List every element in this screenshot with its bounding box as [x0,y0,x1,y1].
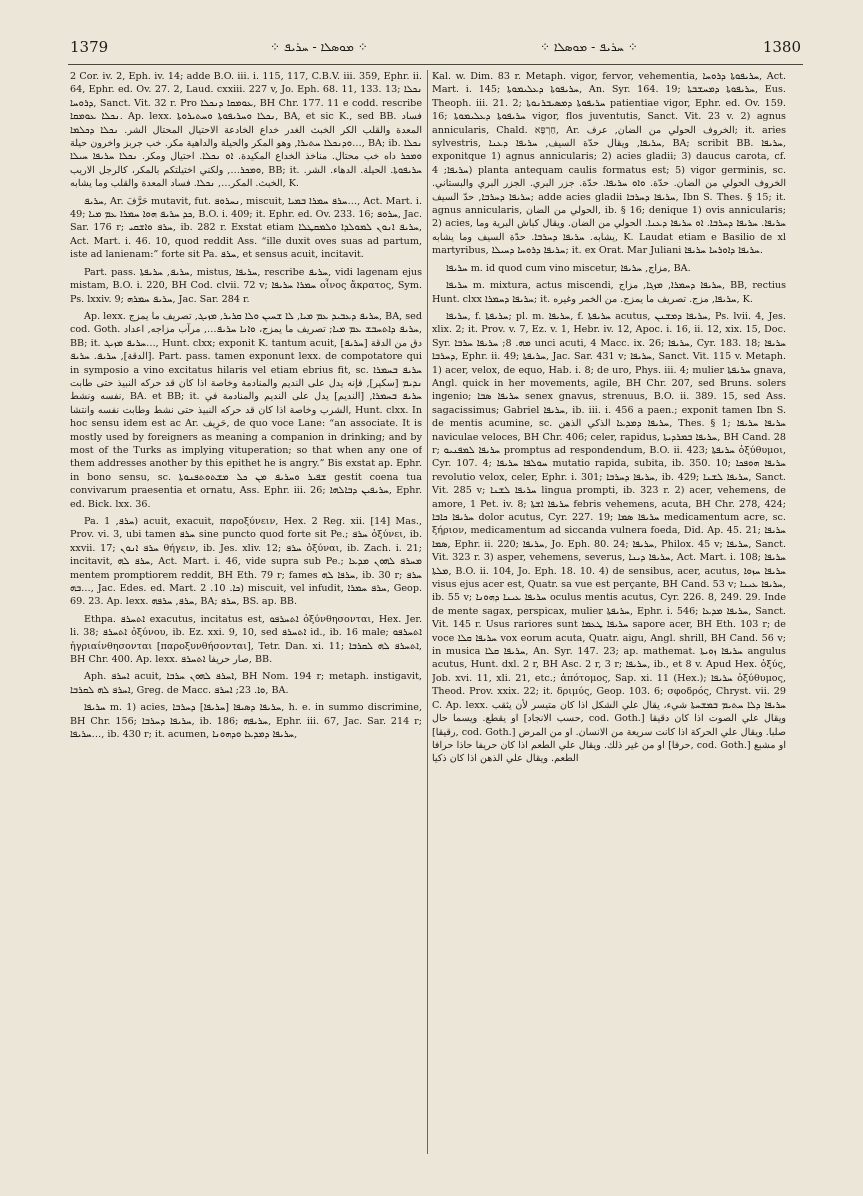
left-paragraph: Ethpa. ܐܬܚܪܦ exacutus, incitatus est, ܐܬܚܪܦܘ ὀξύνθησονται, Hex. Jer. li. 38; ܐܬܚܪܦ ὀξύνου, ib. Ez. xxi. 9, 10, sed ܐܬܚܪܦ id., ib. 16 male; ܐܬܚܪܦܘ ἠγριαίνθησονται [παροξυνθήσονται], Tetr. Dan. xi. 11; ܐܬܚܪܦ ܠܗ ܠܩܪܒܐ, BH Chr. 400. Ap. lexx. صار حريفا ܐܬܚܪܦ, BB. [70,613,422,666]
right-paragraph: ܚܪܝܦܐ, f. ܚܪܝܦܬܐ; pl. m. ܚܪܝܦܐ, f. ܚܪܝܦܬܐ acutus, ܚܪܝܦܐ ܕܡܫܢܢ, Ps. lvii. 4, Jes. xlix. 2; it. Prov. v. 7, Ez. v. 1, Hebr. iv. 12, Apoc. i. 16, ii. 12, xix. 15, Doc. Syr. ܡܗ. 8; ܚܪܝܦܐ ܚܪܒܐ unci acuti, 4 Macc. ix. 26; ܚܪܝܦܐ, Cyr. 183. 18; ܚܪܝܦܐ ܕܚܪܒܐ, Ephr. ii. 49; ܚܪܝܦܬܐ, Jac. Sar. 431 v; ܚܪܝܦܐ, Sanct. Vit. 115 v. Metaph. 1) acer, velox, de equo, Hab. i. 8; de uro, Phys. iii. 4; mulier ܚܪܝܦܬܐ gnava, Angl. quick in her movements, agile, BH Chr. 207, sed Bruns. solers ingenio; ܚܪܝܦܐ ܣܒܐ senex gnavus, strenuus, B.O. ii. 389. 15, sed Ass. sagacissimus; Gabriel ܚܪܝܦܐ, ib. iii. i. 456 a paen.; exponit tamen Ibn S. de mentis acumine, sc. ܚܪܝܦܐ ܕܡܕܥܐ الذكي الذهن, Thes. § 1; ܚܪܝܦܐ ܚܪܝܦܐ naviculae veloces, BH Chr. 406; celer, rapidus, ܚܪܝܦܐ ܒܡܪܕܝܬܐ, BH Cand. 28 r; ܚܪܝܦܐ ܠܡܦܢܝܘ promptus ad respondendum, B.O. ii. 423; ܚܪܝܦܬܐ ὀξύθυμοι, Cyr. 107. 4; ܚܘܠܦܐ ܚܪܝܦܐ mutatio rapida, subita, ib. 350. 10; ܚܪܝܦܐ ܗܘܦܟܐ revolutio velox, celer, Ephr. i. 301; ܚܪܝܦܐ ܕܚܪܒܐ, ib. 429; ܚܪܝܦܐ ܠܫܢܐ, Sanct. Vit. 285 v; ܚܪܝܦܐ ܠܫܢܐ lingua prompti, ib. 323 r. 2) acer, vehemens, de amore, 1 Pet. iv. 8; ܚܪܝܦܐ ܐܫܬܐ febris vehemens, acuta, BH Chr. 278, 424; ܚܪܝܦܐ ܟܐܒܐ dolor acutus, Cyr. 227. 19; ܚܪܝܦܐ ܣܡܐ medicamentum acre, sc. ξήριον, medicamentum ad siccanda vulnera foeda, Did. Ap. 45. 21; ܚܪܝܦܐ ܣܡܐ, Ephr. ii. 220; ܚܪܝܦܐ, Jo. Eph. 80. 24; ܚܪܝܦܐ, Philox. 45 v; ܚܪܝܦܐ, Sanct. Vit. 323 r. 3) asper, vehemens, severus, ܚܪܝܦܐ ܕܝܢܐ, Act. Mart. i. 108; ܚܪܝܦܐ ܡܠܬܐ, B.O. ii. 104, Jo. Eph. 18. 10. 4) de sensibus, acer, acutus, ܚܪܝܦܐ ܚܙܘܐ visus ejus acer est, Quatr. sa vue est perçante, BH Cand. 53 v; ܚܪܝܦܐ ܥܝܢܐ, ib. 55 v; ܚܪܝܦܐ ܥܝܢܐ ܕܗܘܢܐ oculus mentis acutus, Cyr. 226. 8, 249. 29. Inde de mente sagax, perspicax, mulier ܚܪܝܦܬܐ, Ephr. i. 546; ܚܪܝܦܐ ܡܕܥܐ, Sanct. Vit. 145 r. Usus rariores sunt ܚܪܝܦܐ ܛܥܡܐ sapore acer, BH Eth. 103 r; de voce ܚܪܝܦܐ ܩܠܐ vox eorum acuta, Quatr. aigu, Angl. shrill, BH Cand. 56 v; in musica ܚܪܝܦܐ ܩܠܐ, An. Syr. 147. 23; ap. mathemat. ܚܪܝܦܐ ܙܘܝܬܐ angulus acutus, Hunt. dxl. 2 r, BH Asc. 2 r, 3 r; ܚܪܝܦܐ, ib., et 8 v. Apud Hex. ὀξύς, Job. xvi. 11, xli. 21, etc.; ἀπότομος, Sap. xi. 11 (Hex.); ܚܪܝܦܐ ὀξύθυμος, Theod. Prov. xxix. 22; it. δριμύς, Geop. 103. 6; σφοδρός, Chryst. vii. 29 C. Ap. lexx. ܚܪܝܦܐ ܕܠܐ ܚܬܝܡ ܒܡܫܚܬܐ شيء، يقال علي الشكل اذا كان متيسر لأن يثقب او يقطع. ويسما حال [حسب الانجاد, cod. Goth.] ويقال علي الصوت اذا كان دقيقا [رقيقا, cod. Goth.] صلبا. ويقال علي الحركة اذا كانت سريعة من الانسان. او من المرض او من غير ذلك. ويقال علي الطعم اذا كان حريفا حاذا حرافا [حرفا, cod. Goth.] او مشبع الطعم. ويقال علي الذهن اذا كان ذكيا [432,310,786,765]
running-head-left: ⁘ ܡܘܣܠܐ - ܚܪܝܦ ⁘ [270,40,368,54]
left-paragraph: 2 Cor. iv. 2, Eph. iv. 14; adde B.O. iii. i. 115, 117, C.B.V. iii. 359, Ephr. ii. 64, Ephr. ed. Ov. 27. 2, Laud. cxxiii. 227 v, Jo. Eph. 68. 11, 133. 13; ܢܟܠܐ ܕܪܘܚܐ, Sanct. Vit. 32 r. Pro ܥܘܡܩܐ ܕܢܟܠܐ, BH Chr. 177. 11 e codd. rescribe ܢܟܠܐ ܥܘܡܩܐ. Ap. lexx. ܢܟܠܐ ܘܚܪܝܦܘܬܐ ܘܚܬܝܪܘܬܐ, BA, et sic K., sed BB. فساد المعدة والقلب الكر الخبث الغدر خداع الخادعة الاحتيال المحتال الشر. ܢܟܠܐ ܕܟܠܡܐ ܘܕܢܟܠܐ ܚܬܝܪܐ, وهو المكر والحيلة والداهية مكر. خب جربز واخرون حيلة…, BA; ib. ܢܟܠܐ ܘܡܟܪ داه خب محتال. مناخذ الخداع المكيدة. ܐܘ ܢܟܠܐ. احتيال ومكر. ܢܟܠܐ ܚܪܝܦܐ ܚܝܠܐ ܘܡܟܪ…, ولكني اختيلتكم بالمكر، كالرجل الاريب, BB; it. ܚܪܝܦܘܬܐ. الحيلة. الدهاء. الشر. الخبث. المكر…, ܢܟܠܐ. فساد المعدة والقلب وما يشابه, K. [70,71,422,190]
left-paragraph: Pa. ܚܪܦ, 1) acuit, exacuit, παροξύνειν, Hex. 2 Reg. xii. [14] Mas., Prov. vi. 3, ubi tamen ܚܪܦ sine puncto quod forte sit Pe.; ܚܪܦ ὀξύνει, ib. xxvii. 17; ܚܪܦ ܐܢܘܢ θήγειν, ib. Jes. xliv. 12; ܚܪܦ ὀξύναι, ib. Zach. i. 21; incitavit, ܚܪܦ ܠܗ, Act. Mart. i. 46, vide supra sub Pe.; ܡܚܪܦ ܠܗܘܢ ܡܕܥܐ mentem promptiorem reddit, BH Eth. 79 r; fames ܚܪܦܐ ܠܗ, ib. 30 r; ܚܪܦ ܒܗ…, Jac. Edes. ed. Mart. ܟܐ. 10. 2) miscuit, vel infudit, ܚܪܦ ܚܡܪܐ, Geop. 69. 23. Ap. lexx. ܚܪܦ, ܚܪܦܗ, BA; ܚܪܦ, BS. ap. BB. [70,516,422,608]
left-paragraph: Aph. ܐܚܪܦ acuit, ܐܚܪܦ ܠܗܘܢ ܚܪܒܐ, BH Nom. 194 r; metaph. instigavit, ܐܚܪܦ ܠܗ ܠܩܪܒܐ, Greg. de Macc. ܘܐ. 23; ܐܚܪܦ, BA. [70,671,422,696]
page-number-right: 1380 [762,38,801,56]
running-head-right: ⁘ ܚܪܝܦ - ܡܘܣܠܐ ⁘ [540,40,638,54]
right-paragraph: Kal. w. Dim. 83 r. Metaph. vigor, fervor, vehementia, ܚܪܝܦܘܬܐ ܕܪܘܚܐ, Act. Mart. i. 145; ܚܪܝܦܘܬܐ ܕܥܠܝܡܘܬܐ, An. Syr. 164. 19; ܚܪܝܦܘܬܐ ܕܡܚܫܒܬܐ, Eus. Theoph. iii. 21. 2; ܚܪܝܦܘܬܐ ܕܡܣܝܒܪܢܘܬܐ patientiae vigor, Ephr. ed. Ov. 159. 16; ܚܪܝܦܘܬܐ ܕܥܠܝܡܘܬܐ vigor, flos juventutis, Sanct. Vit. 23 v. 2) agnus annicularis, Chald. חַרְפָּא, Ar. الخروف الحولي من الضان, عرف; it. aries sylvestris, ܚܪܝܦܐ, ويقال حدّة السيف, ܚܪܝܦܐ ܕܥܢܐ, BA; scribit BB. ܚܪܝܦܐ, exponitque 1) agnus annicularis; 2) acies gladii; 3) daucus carota, cf. ܚܪܝܦܐ; 4) planta antequam caulis formatus est; 5) vigor germinis, sc. الخروف الحولي من الضان. حدّة. ܘܐܘ ܚܪܝܦܐ. حدّة. جزر البري. الجزر البري والبستاني. ܚܪܝܦܐ ܕܚܪܒܐ, حدّ السيف; adde acies gladii ܚܪܝܦܐ ܕܚܪܒܐ, Ibn S. Thes. § 15; it. agnus annicularis, الحولي من الضان, ib. § 16; denique 1) ovis annicularis; 2) acies, ܚܪܝܦܐ. ܚܪܝܦܐ ܕܚܪܒܐ. ܐܘ ܚܪܝܦܐ ܕܥܢܐ. الحولي من الضان. ويقال كباش البرية وما يشابه. ܚܪܝܦܐ ܕܚܪܒܐ. حدّة السيف وما يشابه, K. Laudat etiam e Basilio de xl martyribus, ܚܪܝܦܐ ܕܪܘܚܐ ܕܚܝܠܐ; it. ex Orat. Mar Juliani ܚܪܝܦܐ ܕܐܘܪܚܐ ܚܪܝܦܐ. [432,71,786,257]
left-column [70,70,422,1156]
header-rule [68,64,803,65]
right-column [432,70,786,1156]
right-paragraph: ܚܪܝܦܐ m. id quod cum vino miscetur, مزاج, ܚܪܝܦܐ, BA. [446,262,691,274]
column-divider [427,70,428,1154]
left-paragraph: ܚܪܝܦܐ m. 1) acies, ܚܪܝܦܐ ܕܣܝܦܐ [ܚܪܝܦܐ] ܕܚܪܒܐ, h. e. in summo discrimine, BH Chr. 156; ܚܪܝܦܐ ܕܚܪܒܐ, ib. 186; ܚܪܝܦܗ, Ephr. iii. 67, Jac. Sar. 214 r; ܚܪܝܦܐ…, ib. 430 r; it. acumen, ܚܪܝܦܐ ܕܡܕܥܐ ܘܕܗܘܢܐ, [70,702,422,741]
left-paragraph: ܚܪܝܦ, Ar. حَرَّفَ mutavit, fut. ܢܚܪܘܦ, miscuit, ܚܪܦ ܚܡܪܐ ܒܡܝܐ…, Act. Mart. i. 49; ܟܕ ܚܪܝܦ ܗܘܐ ܚܡܪܐ ܥܡ ܡܝܐ, B.O. i. 409; it. Ephr. ed. Ov. 233. 16; ܚܪܘܦ, Jac. Sar. 176 r; ܚܪܦ ܘܐܫܩܝ, ib. 282 r. Exstat etiam ܚܪܝܦ ܐܢܘܢ ܠܡܘܠܕܐ ܘܠܡܩܛܠܐ, Act. Mart. i. 46. 10, quod reddit Ass. “ille duxit oves suas ad partum, iste ad lanienam:” forte sit Pa. ܚܪܦ, et sensus acuit, incitavit. [70,195,422,261]
page-number-left: 1379 [70,38,109,56]
left-paragraph: Part. pass. ܚܪܝܦ, ܚܪܝܦܬܐ, mistus, ܚܪܝܦܐ, rescribe ܚܪܝܦ, vidi lagenam ejus mistam, B.O. i. 220, BH Cod. clvii. 72 v; ܚܡܪܐ ܚܪܝܦܐ οἶνος ἄκρατος, Sym. Ps. lxxiv. 9; ܚܪܝܦ ܚܡܪܗ, Jac. Sar. 284 r. [70,266,422,305]
page-header [70,38,801,60]
right-paragraph: ܚܪܝܦܐ m. mixtura, actus miscendi, ܚܪܝܦܐ ܕܚܡܪܐ, ܡܙܓܐ, مزاج, BB, rectius Hunt. clxx ܚܪܝܦܐ ܕܚܡܪܐ; it. ܚܪܝܦܐ, مزج. تصريف ما يمزج. من الخمر وغيره, K. [432,280,786,305]
left-paragraph: Ap. lexx. ܚܪܝܦ ܕܥܒܝܕ ܥܡ ܡܝܐ, ܠܐ ܫܚܝܢ ܘܠܐ ܩܪܝܪ, ܡܙܝܓ, تصريف ما يمزج, BA, sed cod. Goth. ܚܪܝܦ ܕܐܬܚܒܫ ܥܡ ܡܝܐ; تصريف ما يمزج، ܘܐܢܐ ܚܪܝܦ…, مرآب مزاجه, اعداد, BB; it. ܚܪܝܦ ܡܙܝܓ…, Hunt. clxx; exponit K. tantum acuit, [ܚܪܝܦ] دق من الدقة [الدقة], ܚܪܝܦ. ܚܪܝܦ. Part. pass. tamen exponunt lexx. de compotatore qui in symposio a vino excitatus hilaris vel etiam ebrius fit, sc. ܚܪܝܦ ܒܚܡܪܐ ܢܕܝܡ [سكير], فإنه يدل على النديم والمنادمة وخاصة اذا كان قد حركه النبيذ حتى طابت نفسه ونشط, BA. et BB; it. ܚܪܝܦ ܒܚܡܪܐ, [النديم] يدل على النديم والمنادمة في الشرب وخاصة اذا كان قد حركه النبيذ حتى نشط وطابت نفسه وانتشا, Hunt. clxx. In hoc sensu idem est ac Ar. حَرِيف, de quo voce Lane: “an associate. It is mostly used by foreigners as meaning a companion in drinking; and by most of the Turks as implying vituperation; so that when any one of them addresses another by this epithet he is angry.” Bis exstat ap. Ephr. in bono sensu, sc. ܫܦܝܪ ܘܚܪܝܦ ܡܢ ܟܠ ܡܫܬܘܬܦܢܘܬܐ gestit coena tua convivarum praesentia et ornatu, Ass. Ephr. iii. 26; ܚܪܝܦܝܢ ܕܒܐܠܗܐ, Ephr. ed. Bick. lxx. 36. [70,310,422,510]
